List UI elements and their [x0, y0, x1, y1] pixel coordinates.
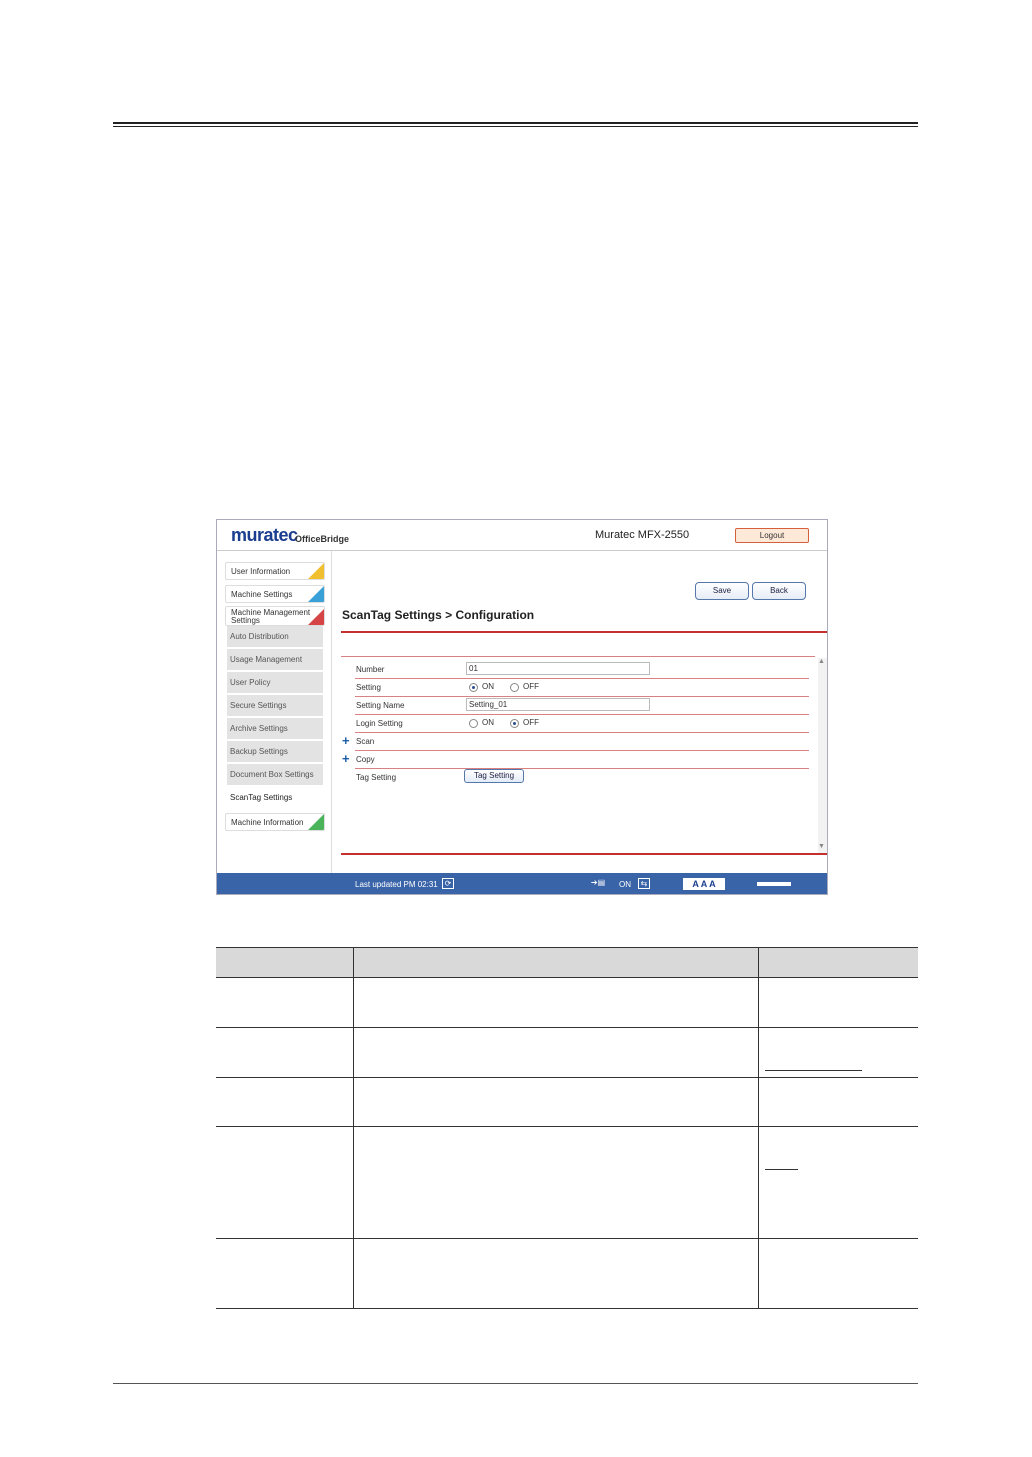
refresh-icon[interactable]: ⟳	[442, 878, 454, 889]
form-top-divider	[341, 656, 815, 657]
ui-screenshot	[216, 519, 828, 895]
table-cell	[216, 1239, 354, 1309]
top-rule-thin	[113, 126, 918, 127]
table-cell	[759, 978, 919, 1028]
scrollbar[interactable]	[818, 658, 827, 854]
table-header-cell	[216, 948, 354, 978]
table-cell	[354, 1239, 759, 1309]
table-row	[216, 1078, 918, 1127]
number-label: Number	[356, 665, 385, 674]
top-rule	[113, 122, 918, 124]
table-cell	[354, 1127, 759, 1239]
link-underline	[765, 1070, 862, 1071]
link-underline	[765, 1169, 798, 1170]
green-corner-icon	[308, 814, 324, 830]
number-field[interactable]: 01	[466, 662, 650, 675]
login-setting-label: Login Setting	[356, 719, 403, 728]
expand-plus-icon[interactable]: +	[342, 733, 350, 748]
setting-name-label: Setting Name	[356, 701, 405, 710]
form-bottom-divider	[341, 853, 828, 855]
setting-row	[355, 678, 809, 697]
setting-name-row	[355, 696, 809, 715]
table-row	[216, 1239, 918, 1309]
sidebar-item-label: Machine Information	[231, 818, 304, 827]
red-corner-icon	[308, 609, 324, 625]
sidebar-subitem-scantag-settings[interactable]: ScanTag Settings	[227, 787, 323, 809]
bottom-rule	[113, 1383, 918, 1384]
sidebar-item-label: Machine Management Settings	[231, 608, 311, 625]
logout-button[interactable]: Logout	[735, 528, 809, 543]
table-cell	[216, 1127, 354, 1239]
login-on-label: ON	[482, 718, 494, 727]
table-cell	[216, 978, 354, 1028]
table-cell	[216, 1028, 354, 1078]
table-cell	[759, 1028, 919, 1078]
scan-label: Scan	[356, 737, 375, 746]
number-row	[355, 660, 809, 679]
table-row	[216, 1127, 918, 1239]
product-logo: OfficeBridge	[295, 534, 350, 544]
tag-setting-row	[355, 768, 809, 786]
table-header-row	[216, 948, 918, 978]
setting-on-radio[interactable]	[469, 683, 478, 692]
copy-row[interactable]	[342, 750, 809, 769]
expand-plus-icon[interactable]: +	[342, 751, 350, 766]
table-cell	[759, 1078, 919, 1127]
table-row	[216, 1028, 918, 1078]
brand-logo: muratec	[231, 525, 298, 545]
table-cell	[354, 978, 759, 1028]
machine-status-icon: ➔▤	[590, 878, 606, 887]
page-title: ScanTag Settings > Configuration	[342, 608, 535, 622]
swap-icon[interactable]: ⇆	[638, 878, 650, 889]
status-on-label: ON	[619, 880, 631, 889]
table-cell	[216, 1078, 354, 1127]
login-setting-row	[355, 714, 809, 733]
sidebar-subitem-document-box-settings[interactable]: Document Box Settings	[227, 764, 323, 786]
setting-label: Setting	[356, 683, 381, 692]
blue-corner-icon	[308, 586, 324, 602]
setting-off-radio[interactable]	[510, 683, 519, 692]
table-cell	[759, 1127, 919, 1239]
tag-setting-button[interactable]: Tag Setting	[464, 769, 524, 783]
sidebar-item-machine-information[interactable]	[225, 813, 325, 831]
sidebar-item-machine-settings[interactable]	[225, 585, 325, 603]
yellow-corner-icon	[308, 563, 324, 579]
login-off-label: OFF	[523, 718, 539, 727]
back-button[interactable]: Back	[752, 582, 806, 600]
save-button[interactable]: Save	[695, 582, 749, 600]
scroll-down-icon[interactable]: ▼	[818, 843, 825, 850]
setting-off-label: OFF	[523, 682, 539, 691]
font-size-selector[interactable]: A A A	[683, 878, 725, 890]
sidebar-item-label: Machine Settings	[231, 590, 293, 599]
table-row	[216, 978, 918, 1028]
setting-on-label: ON	[482, 682, 494, 691]
sidebar-item-user-information[interactable]	[225, 562, 325, 580]
table-header-cell	[759, 948, 919, 978]
status-bar	[217, 873, 827, 895]
table-cell	[354, 1078, 759, 1127]
scroll-up-icon[interactable]: ▲	[818, 658, 825, 665]
table-header-cell	[354, 948, 759, 978]
heading-divider	[341, 631, 828, 633]
sidebar-subitem-secure-settings[interactable]: Secure Settings	[227, 695, 323, 717]
sidebar-subitem-backup-settings[interactable]: Backup Settings	[227, 741, 323, 763]
table-cell	[759, 1239, 919, 1309]
tag-setting-label: Tag Setting	[356, 773, 397, 782]
model-name: Muratec MFX-2550	[595, 529, 690, 541]
progress-bar	[757, 882, 791, 886]
sidebar-item-machine-management[interactable]	[225, 606, 325, 626]
sidebar-subitem-archive-settings[interactable]: Archive Settings	[227, 718, 323, 740]
spec-table	[216, 947, 918, 1309]
sidebar-subitem-user-policy[interactable]: User Policy	[227, 672, 323, 694]
sidebar-item-label: User Information	[231, 567, 291, 576]
table-cell	[354, 1028, 759, 1078]
scan-row[interactable]	[342, 732, 809, 751]
sidebar	[217, 551, 332, 873]
last-updated: Last updated PM 02:31	[355, 880, 438, 889]
copy-label: Copy	[356, 755, 375, 764]
app-header	[217, 520, 827, 551]
setting-name-field[interactable]: Setting_01	[466, 698, 650, 711]
sidebar-subitem-auto-distribution[interactable]: Auto Distribution	[227, 626, 323, 648]
login-on-radio[interactable]	[469, 719, 478, 728]
sidebar-subitem-usage-management[interactable]: Usage Management	[227, 649, 323, 671]
login-off-radio[interactable]	[510, 719, 519, 728]
